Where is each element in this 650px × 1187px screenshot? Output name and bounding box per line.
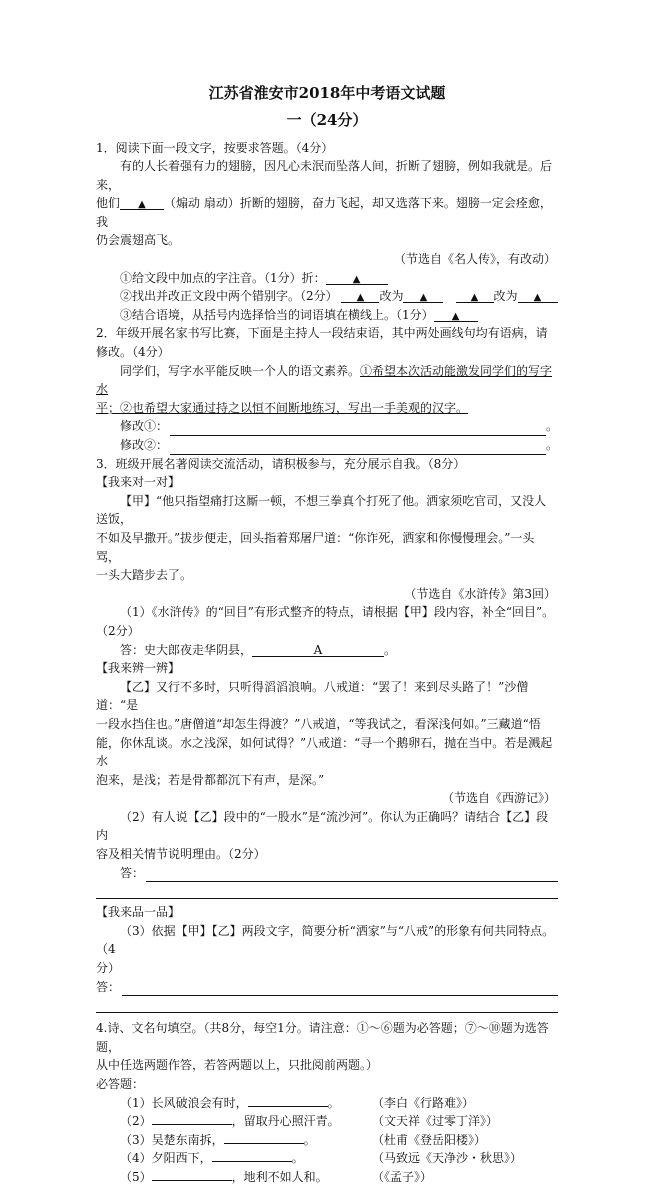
q2-para-line: 同学们，写字水平能反映一个人的语文素养。①希望本次活动能激发同学们的写字水 [96,363,553,397]
answer-blank[interactable] [248,1094,328,1107]
answer-blank[interactable]: ▲ [434,309,478,322]
poem-source: （马致远《天净沙・秋思》） [372,1151,523,1166]
q4-stem-cont: 从中任选两题作答，若答两题以上，只批阅前两题。） [96,1058,379,1073]
answer-line[interactable] [96,882,558,899]
answer-blank[interactable]: ▲ [456,290,494,303]
poem-item [96,1112,558,1131]
underlined-sentence: ①希望本次活动能激发同学们的写字水 [96,363,553,397]
q1-sub1: ①给文段中加点的字注音。（1分）折： ▲ [96,269,558,288]
answer-blank[interactable]: ▲ [326,272,388,285]
answer-blank[interactable]: ▲ [120,197,164,210]
q1-para-line: 有的人长着强有力的翅膀，因凡心未泯而坠落人间，折断了翅膀，例如我就是。后来， [96,159,553,192]
q3-yi-line: 一段水挡住也。”唐僧道“却怎生得渡？”八戒道，“等我试之，看深浅何如。”三藏道“悟 [96,716,541,731]
q3-jia-line: 【甲】“他只指望痛打这厮一顿，不想三拳真个打死了他。洒家须吃官司，又没人送饭， [96,493,547,527]
q2-stem: 2．年级开展名家书写比赛，下面是主持人一段结束语，其中两处画线句均有语病，请修改。（4分） [96,326,548,360]
poem-prompt: （2） [120,1114,152,1129]
q2-fix1-row: 修改①： 。 [96,417,558,436]
poem-list [96,1094,558,1187]
poem-prompt: （3）吴楚东南拆， [120,1132,224,1147]
answer-line[interactable] [170,421,546,436]
q1-sub3: ③结合语境，从括号内选择恰当的词语填在横线上。（1分） ▲ [96,306,558,325]
q4-required-label: 必答题： [96,1077,145,1091]
q4-stem: 4.诗、文名句填空。（共8分，每空1分。请注意：①～⑥题为必答题；⑦～⑩题为选答题， [96,1021,549,1054]
poem-source: （《孟子》） [372,1169,433,1184]
poem-prompt-tail: 。 [291,1151,304,1166]
poem-prompt-tail: ，留取丹心照汗青。 [231,1114,340,1129]
q2-para-line [96,399,558,418]
q3-jia-line: 不如及早撒开。”拔步便走，回头指着郑屠尸道：“你诈死，洒家和你慢慢理会。”一头骂， [96,530,535,564]
poem-prompt-tail: 。 [303,1132,316,1147]
q3-heading-2: 【我来辨一辨】 [96,661,181,676]
answer-blank[interactable] [152,1112,232,1125]
q3-yi-line: 泡来，是浅；若是骨都都沉下有声，是深。” [96,772,325,787]
section-heading: 一（24分） [286,111,368,130]
q2-fix2-row: 修改②： 。 [96,436,558,455]
q3-ans3-row: 答： [96,978,558,997]
q1-sub2: ②找出并改正文段中两个错别字。（2分） ▲ 改为 ▲ ▲ 改为 ▲ [96,287,558,306]
answer-line[interactable] [146,867,558,882]
q3-yi-line: 能，你休乱谈。水之浅深，如何试得？”八戒道：“寻一个鹅卵石，抛在当中。若是溅起水 [96,735,553,769]
q3-sub2-cont: 容及相关情节说明理由。（2分） [96,847,266,862]
poem-prompt: （1）长风破浪会有时， [120,1095,248,1110]
answer-blank[interactable]: ▲ [518,290,558,303]
q3-jia-line: 一头大踏步去了。 [96,568,193,583]
q3-sub1: （1）《水浒传》的“回目”有形式整齐的特点，请根据【甲】段内容，补全“回目”。（2分） [96,605,555,638]
q3-heading-1: 【我来对一对】 [96,475,181,490]
poem-item [96,1094,558,1113]
poem-prompt-tail: ，地利不如人和。 [231,1169,328,1184]
poem-item [96,1149,558,1168]
answer-line[interactable] [96,996,558,1013]
poem-source: （杜甫《登岳阳楼》） [372,1132,487,1147]
exam-page [96,82,558,1187]
q1-source: （节选自《名人传》，有改动） [393,252,556,267]
exam-title: 江苏省淮安市2018年中考语文试题 [208,84,446,102]
q3-yi-line: 【乙】又行不多时，只听得滔滔浪响。八戒道：“罢了！来到尽头路了！”沙僧道：“是 [96,679,529,713]
answer-blank[interactable]: ▲ [403,290,443,303]
q3-sub2: （2）有人说【乙】段中的“一股水”是“流沙河”。你认为正确吗？请结合【乙】段内 [96,809,549,843]
q3-yi-source: （节选自《西游记》） [441,791,556,806]
q3-jia-source: （节选自《水浒传》第3回） [404,586,556,601]
answer-blank[interactable]: ▲ [341,290,379,303]
answer-blank[interactable]: A [252,644,384,657]
answer-blank[interactable] [212,1149,292,1162]
poem-prompt: （4）夕阳西下， [120,1151,212,1166]
answer-blank[interactable] [224,1131,304,1144]
answer-line[interactable] [122,981,558,996]
poem-item [96,1131,558,1150]
poem-prompt: （5） [120,1169,152,1184]
poem-source: （李白《行路难》） [372,1095,475,1110]
q3-stem: 3．班级开展名著阅读交流活动，请积极参与，充分展示自我。（8分） [96,456,466,471]
poem-source: （文天祥《过零丁洋》） [372,1114,499,1129]
q1-para-line: 他们 ▲ （煽动 扇动）折断的翅膀，奋力飞起，却又选落下来。翅膀一定会痊愈，我 [96,196,552,229]
underlined-sentence: 平；②也希望大家通过持之以恒不间断地练习，写出一手美观的汉字。 [96,400,469,415]
answer-line[interactable] [170,440,546,455]
q3-heading-3: 【我来品一品】 [96,905,181,920]
q1-stem: 1．阅读下面一段文字，按要求答题。（4分） [96,140,334,155]
answer-blank[interactable] [152,1168,232,1181]
q1-para-line: 仍会震翅高飞。 [96,233,181,248]
poem-item [96,1168,558,1187]
q3-ans1: 答：史大郎夜走华阴县， A 。 [120,642,397,657]
q3-ans2-row: 答： [96,864,558,883]
q3-sub3: （3）依据【甲】【乙】两段文字，简要分析“洒家”与“八戒”的形象有何共同特点。（4 [96,923,555,957]
q3-sub3-cont: 分） [96,961,121,976]
poem-prompt-tail: 。 [327,1095,340,1110]
